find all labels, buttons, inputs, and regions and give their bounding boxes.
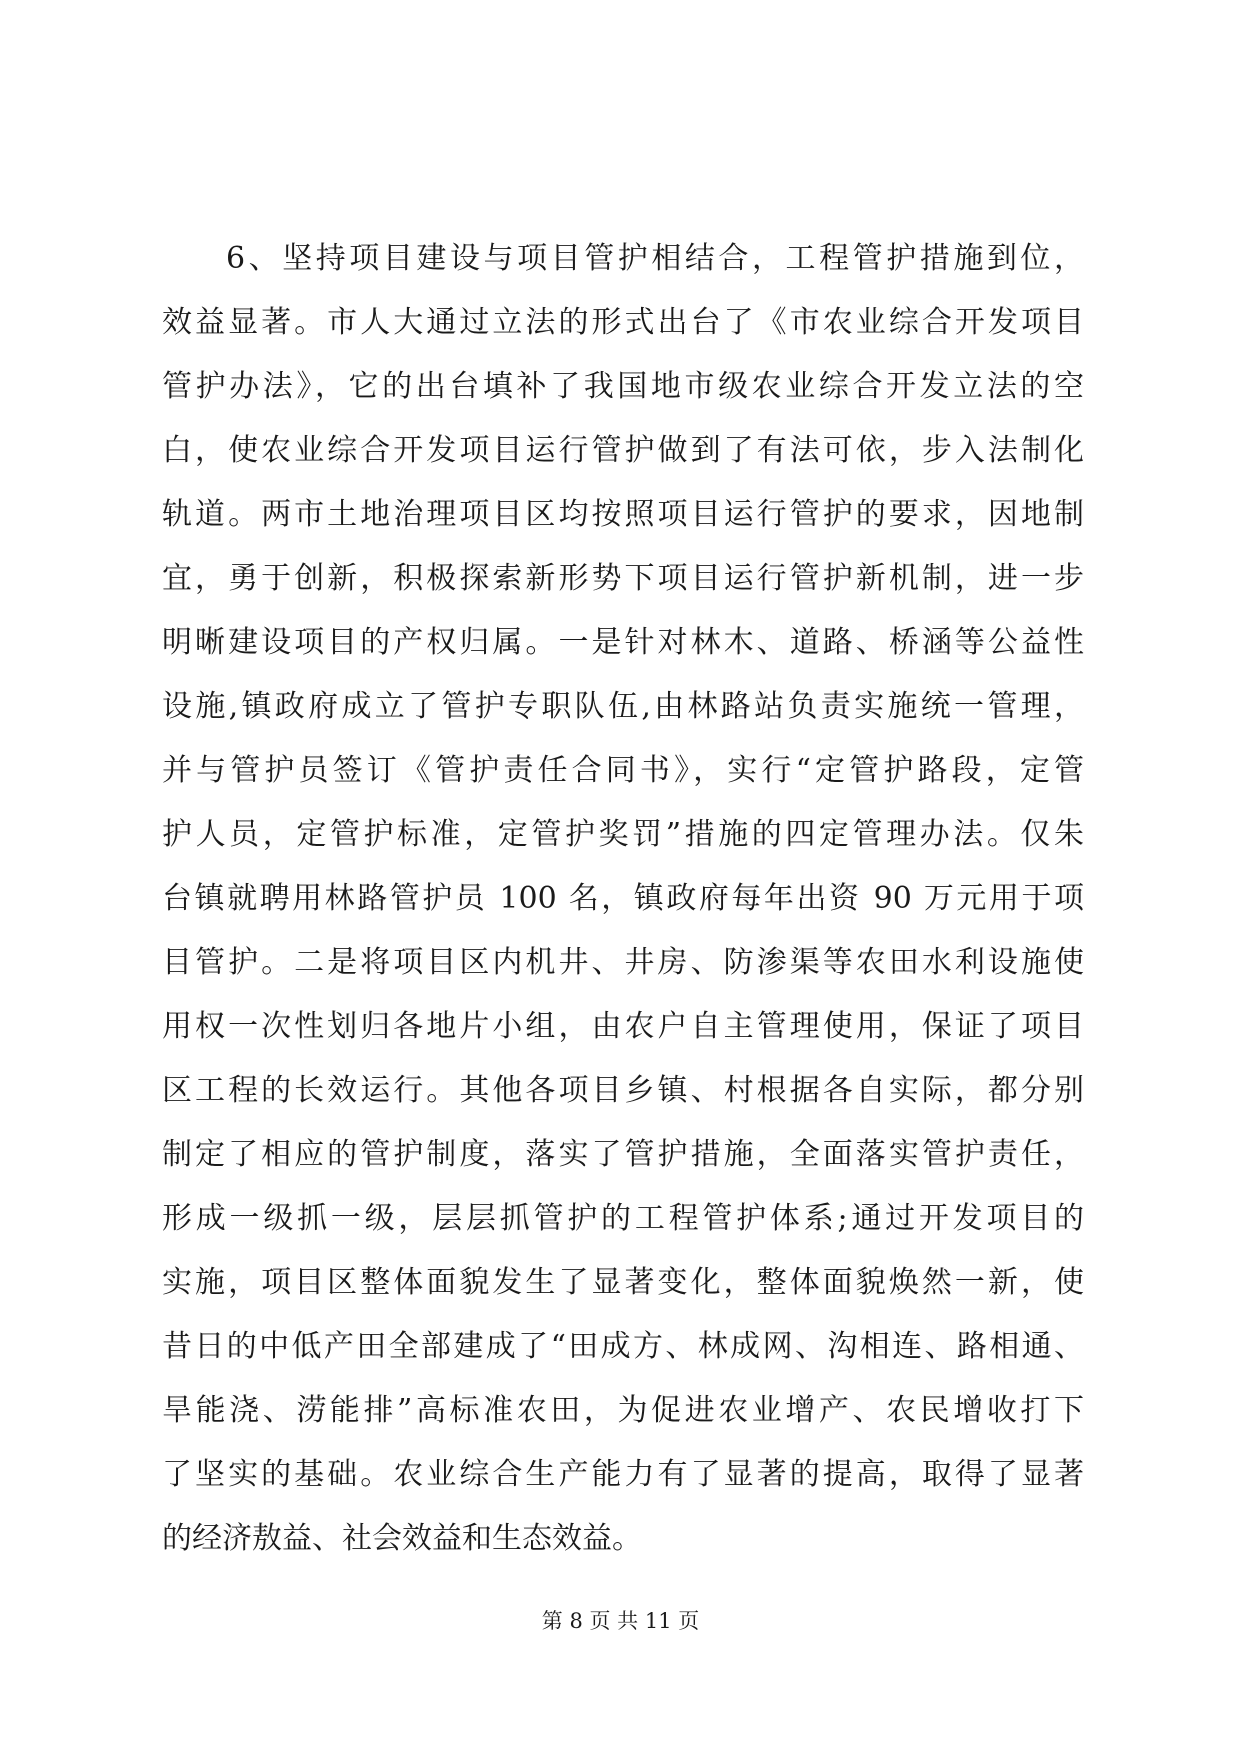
- paragraph-line: 轨道。两市土地治理项目区均按照项目运行管护的要求，因地制: [162, 497, 1084, 532]
- paragraph-line: 白，使农业综合开发项目运行管护做到了有法可依，步入法制化: [162, 433, 1084, 468]
- paragraph-line: 设施,镇政府成立了管护专职队伍,由林路站负责实施统一管理，: [162, 689, 1084, 724]
- paragraph-line: 效益显著。市人大通过立法的形式出台了《市农业综合开发项目: [162, 305, 1084, 340]
- paragraph-line: 旱能浇、涝能排”高标准农田，为促进农业增产、农民增收打下: [162, 1393, 1084, 1428]
- paragraph-line: 宜，勇于创新，积极探索新形势下项目运行管护新机制，进一步: [162, 561, 1084, 596]
- paragraph-line: 管护办法》，它的出台填补了我国地市级农业综合开发立法的空: [162, 369, 1084, 404]
- paragraph-line: 并与管护员签订《管护责任合同书》，实行“定管护路段，定管: [162, 753, 1084, 788]
- paragraph-line: 实施，项目区整体面貌发生了显著变化，整体面貌焕然一新，使: [162, 1265, 1084, 1300]
- paragraph-line: 目管护。二是将项目区内机井、井房、防渗渠等农田水利设施使: [162, 945, 1084, 980]
- paragraph-line: 制定了相应的管护制度，落实了管护措施，全面落实管护责任，: [162, 1137, 1084, 1172]
- paragraph-line: 区工程的长效运行。其他各项目乡镇、村根据各自实际，都分别: [162, 1073, 1084, 1108]
- paragraph-line: 形成一级抓一级，层层抓管护的工程管护体系;通过开发项目的: [162, 1201, 1084, 1236]
- paragraph-line: 用权一次性划归各地片小组，由农户自主管理使用，保证了项目: [162, 1009, 1084, 1044]
- paragraph-line: 昔日的中低产田全部建成了“田成方、林成网、沟相连、路相通、: [162, 1329, 1084, 1364]
- paragraph-line: 明晰建设项目的产权归属。一是针对林木、道路、桥涵等公益性: [162, 625, 1084, 660]
- paragraph-line: 了坚实的基础。农业综合生产能力有了显著的提高，取得了显著: [162, 1457, 1084, 1492]
- body-paragraph: [162, 227, 1084, 1571]
- paragraph-line: 护人员，定管护标准，定管护奖罚”措施的四定管理办法。仅朱: [162, 817, 1084, 852]
- page-number-footer: 第 8 页 共 11 页: [541, 1609, 700, 1633]
- paragraph-line: 6、坚持项目建设与项目管护相结合，工程管护措施到位，: [226, 241, 1084, 276]
- paragraph-line: 台镇就聘用林路管护员 100 名，镇政府每年出资 90 万元用于项: [162, 881, 1084, 916]
- paragraph-line: 的经济敖益、社会效益和生态效益。: [162, 1521, 642, 1556]
